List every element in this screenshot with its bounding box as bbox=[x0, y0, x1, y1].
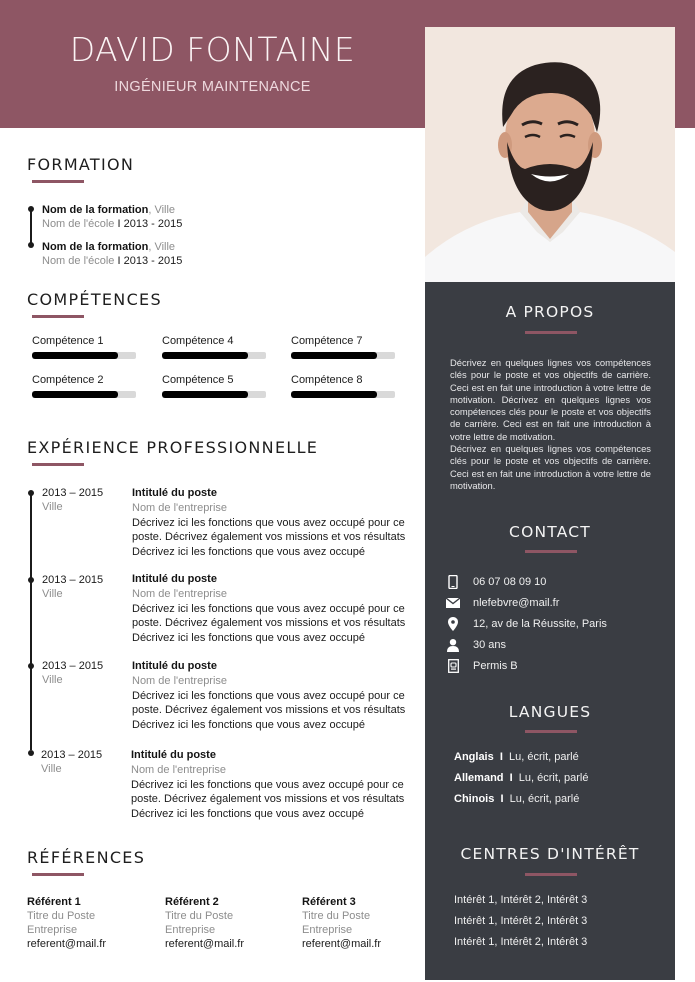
skill-bar bbox=[162, 352, 266, 359]
timeline-dot bbox=[28, 490, 34, 496]
interest-item: Intérêt 1, Intérêt 2, Intérêt 3 bbox=[454, 915, 588, 927]
interest-item: Intérêt 1, Intérêt 2, Intérêt 3 bbox=[454, 936, 588, 948]
formation-timeline bbox=[30, 209, 32, 245]
language-name: Chinois bbox=[454, 793, 495, 805]
profile-photo bbox=[425, 27, 675, 282]
experience-position: Intitulé du poste bbox=[132, 660, 217, 672]
formation-years: 2013 - 2015 bbox=[123, 255, 183, 267]
experience-dates: 2013 – 2015 bbox=[42, 574, 104, 586]
reference-position: Titre du Poste bbox=[302, 910, 371, 922]
formation-school: Nom de l'école bbox=[42, 218, 115, 230]
contact-license bbox=[446, 657, 666, 675]
skill-bar bbox=[291, 352, 395, 359]
mail-icon bbox=[446, 596, 460, 610]
phone-icon bbox=[446, 575, 460, 589]
timeline-dot bbox=[28, 663, 34, 669]
timeline-dot bbox=[28, 206, 34, 212]
reference-email[interactable]: referent@mail.fr bbox=[165, 938, 245, 950]
timeline-dot bbox=[28, 242, 34, 248]
language-level: Lu, écrit, parlé bbox=[518, 772, 589, 784]
language-name: Allemand bbox=[454, 772, 504, 784]
skill-bar-fill bbox=[32, 352, 118, 359]
reference-name: Référent 3 bbox=[302, 896, 356, 908]
experience-position: Intitulé du poste bbox=[132, 573, 217, 585]
formation-item-2-line2 bbox=[42, 254, 182, 268]
section-underline bbox=[32, 180, 84, 183]
skill-label: Compétence 4 bbox=[162, 335, 234, 347]
contact-text: 12, av de la Réussite, Paris bbox=[473, 618, 607, 630]
contact-phone bbox=[446, 573, 666, 591]
portrait-illustration bbox=[425, 27, 675, 282]
section-title-about: A PROPOS bbox=[505, 303, 595, 321]
location-pin-icon bbox=[446, 617, 460, 631]
experience-city: Ville bbox=[41, 763, 62, 775]
experience-description: Décrivez ici les fonctions que vous avez occupé pour ce poste. Décrivez également vos missions et vos résultats Décrivez ici les fonctions que vous avez occupé bbox=[132, 603, 406, 644]
experience-city: Ville bbox=[42, 588, 63, 600]
section-underline bbox=[32, 463, 84, 466]
skill-bar-fill bbox=[162, 352, 248, 359]
section-underline bbox=[32, 873, 84, 876]
experience-dates: 2013 – 2015 bbox=[42, 660, 104, 672]
reference-position: Titre du Poste bbox=[165, 910, 234, 922]
formation-item-1-line1 bbox=[42, 203, 175, 217]
formation-city: , Ville bbox=[148, 204, 176, 216]
reference-company: Entreprise bbox=[302, 924, 353, 936]
formation-years: 2013 - 2015 bbox=[123, 218, 183, 230]
experience-company: Nom de l'entreprise bbox=[131, 764, 227, 776]
skill-label: Compétence 2 bbox=[32, 374, 104, 386]
job-title: INGÉNIEUR MAINTENANCE bbox=[114, 79, 311, 95]
contact-address bbox=[446, 615, 666, 633]
reference-email[interactable]: referent@mail.fr bbox=[302, 938, 382, 950]
formation-school: Nom de l'école bbox=[42, 255, 115, 267]
section-underline bbox=[32, 315, 84, 318]
language-separator: I bbox=[503, 772, 519, 784]
experience-city: Ville bbox=[42, 674, 63, 686]
reference-company: Entreprise bbox=[27, 924, 78, 936]
about-paragraph: Décrivez en quelques lignes vos compétences clés pour le poste et vos objectifs de carrière. Ceci est en fait une introduction à votre lettre de motivation. bbox=[450, 443, 651, 491]
section-title-formation: FORMATION bbox=[27, 155, 135, 174]
experience-description: Décrivez ici les fonctions que vous avez occupé pour ce poste. Décrivez également vos missions et vos résultats Décrivez ici les fonctions que vous avez occupé bbox=[131, 779, 405, 820]
experience-city: Ville bbox=[42, 501, 63, 513]
experience-dates: 2013 – 2015 bbox=[41, 749, 103, 761]
skill-bar bbox=[162, 391, 266, 398]
formation-degree: Nom de la formation bbox=[42, 204, 149, 216]
language-level: Lu, écrit, parlé bbox=[509, 751, 579, 763]
section-title-skills: COMPÉTENCES bbox=[27, 290, 162, 309]
section-title-references: RÉFÉRENCES bbox=[27, 848, 146, 867]
experience-company: Nom de l'entreprise bbox=[132, 675, 228, 687]
formation-item-2-line1 bbox=[42, 240, 175, 254]
contact-text: Permis B bbox=[473, 660, 518, 672]
skill-bar-fill bbox=[291, 352, 377, 359]
experience-company: Nom de l'entreprise bbox=[132, 502, 228, 514]
contact-text[interactable]: nlefebvre@mail.fr bbox=[473, 597, 560, 609]
experience-position: Intitulé du poste bbox=[131, 749, 216, 761]
section-title-experience: EXPÉRIENCE PROFESSIONNELLE bbox=[27, 438, 319, 457]
language-item bbox=[454, 772, 589, 784]
skill-bar-fill bbox=[162, 391, 248, 398]
section-underline bbox=[525, 331, 577, 334]
formation-degree: Nom de la formation bbox=[42, 241, 149, 253]
formation-city: , Ville bbox=[148, 241, 176, 253]
reference-company: Entreprise bbox=[165, 924, 216, 936]
section-underline bbox=[525, 730, 577, 733]
reference-3 bbox=[302, 895, 381, 951]
experience-dates: 2013 – 2015 bbox=[42, 487, 104, 499]
reference-1 bbox=[27, 895, 106, 951]
skill-bar-fill bbox=[291, 391, 377, 398]
experience-company: Nom de l'entreprise bbox=[132, 588, 228, 600]
section-underline bbox=[525, 873, 577, 876]
experience-position: Intitulé du poste bbox=[132, 487, 217, 499]
language-separator: I bbox=[493, 751, 510, 763]
skill-bar bbox=[32, 352, 136, 359]
person-icon bbox=[446, 638, 460, 652]
reference-name: Référent 1 bbox=[27, 896, 81, 908]
contact-text: 06 07 08 09 10 bbox=[473, 576, 547, 588]
reference-email[interactable]: referent@mail.fr bbox=[27, 938, 107, 950]
experience-timeline bbox=[30, 493, 32, 750]
skill-label: Compétence 7 bbox=[291, 335, 363, 347]
section-title-interests: CENTRES D'INTÉRÊT bbox=[460, 845, 640, 863]
experience-description: Décrivez ici les fonctions que vous avez occupé pour ce poste. Décrivez également vos missions et vos résultats Décrivez ici les fonctions que vous avez occupé bbox=[132, 517, 406, 558]
language-level: Lu, écrit, parlé bbox=[509, 793, 580, 805]
formation-item-1-line2 bbox=[42, 217, 182, 231]
skill-label: Compétence 8 bbox=[291, 374, 363, 386]
driving-license-icon bbox=[446, 659, 460, 673]
reference-2 bbox=[165, 895, 244, 951]
skill-bar bbox=[291, 391, 395, 398]
contact-text: 30 ans bbox=[473, 639, 507, 651]
skill-bar-fill bbox=[32, 391, 118, 398]
section-title-languages: LANGUES bbox=[508, 703, 592, 721]
timeline-dot bbox=[28, 577, 34, 583]
about-text bbox=[450, 357, 651, 492]
section-underline bbox=[525, 550, 577, 553]
language-item bbox=[454, 751, 579, 763]
about-paragraph: Décrivez en quelques lignes vos compétences clés pour le poste et vos objectifs de carrière. Ceci est en fait une introduction à votre lettre de motivation. Décrivez en quelques lignes vos compétences clés pour le poste et vos objectifs de carrière. Ceci est en fait une introduction à votre lettre de motivation. bbox=[450, 357, 651, 442]
interest-item: Intérêt 1, Intérêt 2, Intérêt 3 bbox=[454, 894, 588, 906]
skill-label: Compétence 5 bbox=[162, 374, 234, 386]
skill-bar bbox=[32, 391, 136, 398]
experience-description: Décrivez ici les fonctions que vous avez occupé pour ce poste. Décrivez également vos missions et vos résultats Décrivez ici les fonctions que vous avez occupé bbox=[132, 690, 406, 731]
section-title-contact: CONTACT bbox=[509, 523, 591, 541]
formation-separator: I bbox=[114, 218, 124, 230]
language-item bbox=[454, 793, 579, 805]
language-separator: I bbox=[494, 793, 510, 805]
candidate-name: DAVID FONTAINE bbox=[69, 30, 356, 69]
skill-label: Compétence 1 bbox=[32, 335, 104, 347]
timeline-dot bbox=[28, 750, 34, 756]
language-name: Anglais bbox=[454, 751, 494, 763]
contact-age bbox=[446, 636, 666, 654]
reference-position: Titre du Poste bbox=[27, 910, 96, 922]
formation-separator: I bbox=[114, 255, 124, 267]
reference-name: Référent 2 bbox=[165, 896, 219, 908]
contact-email bbox=[446, 594, 666, 612]
